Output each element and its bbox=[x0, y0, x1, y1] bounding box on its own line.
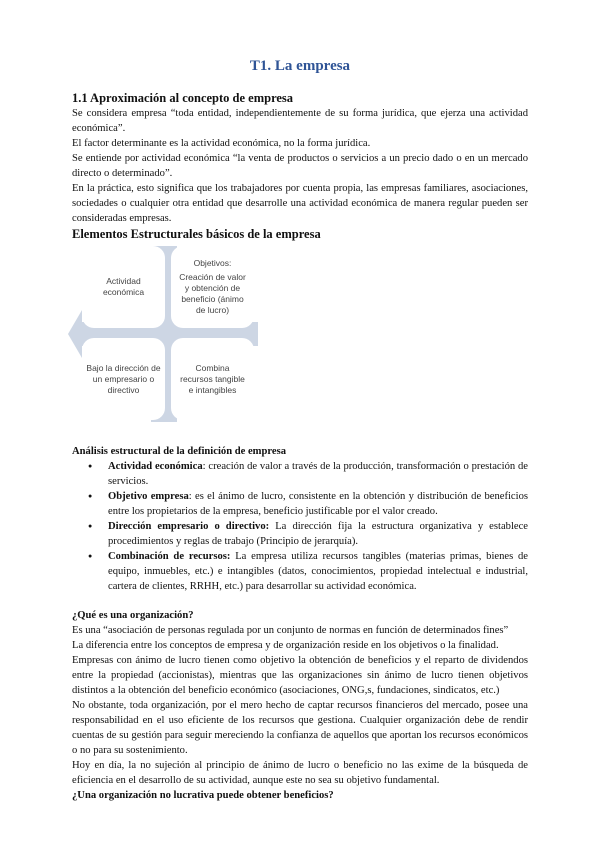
organization-heading: ¿Qué es una organización? bbox=[72, 610, 194, 621]
analysis-heading: Análisis estructural de la definición de empresa bbox=[72, 446, 287, 457]
section-heading: Elementos Estructurales básicos de la empresa bbox=[72, 227, 321, 241]
list-item-text: La dirección fija la estructura organizativa y establece procedimientos y reglas de trabajo (Principio de jerarquía). bbox=[108, 521, 529, 547]
paragraph: Hoy en día, la no sujeción al principio de ánimo de lucro o beneficio no las exime de la búsqueda de eficiencia en el desarrollo de su actividad, aunque este no sea su objetivo fundamental. bbox=[72, 760, 528, 786]
diagram-box-text: Combina recursos tangible e intangibles bbox=[180, 362, 245, 395]
paragraph: Se entiende por actividad económica “la venta de productos o servicios a un precio dado o en un mercado directo o determinado”. bbox=[72, 153, 528, 179]
paragraph: En la práctica, esto significa que los trabajadores por cuenta propia, las empresas familiares, asociaciones, sociedades o cualquier otra entidad que desarrolle una actividad económica de manera regular pueden ser consideradas empresas. bbox=[72, 183, 528, 224]
diagram-box-direction bbox=[82, 338, 165, 420]
paragraph: Empresas con ánimo de lucro tienen como objetivo la obtención de beneficios y el reparto de dividendos entre la propiedad (accionistas), mientras que las organizaciones sin ánimo de lucro tienen objetivos distintos a la obtención del beneficio económico (asociaciones, ONG,s, fundaciones, sindicatos, etc.) bbox=[72, 655, 528, 696]
section-heading: 1.1 Aproximación al concepto de empresa bbox=[72, 91, 294, 105]
question-heading: ¿Una organización no lucrativa puede obtener beneficios? bbox=[72, 790, 334, 801]
diagram-box-label: Objetivos: bbox=[193, 258, 232, 268]
paragraph: No obstante, toda organización, por el mero hecho de captar recursos financieros del mercado, posee una responsabilidad en el uso eficiente de los recursos que gestiona. Cualquier organización debe de rendir cuentas de su gestión para seguir mereciendo la confianza de aquellos que aportan los recursos económicos o no para su sostenimiento. bbox=[72, 700, 528, 756]
diagram-box-text: Creación de valor y obtención de beneficio (ánimo de lucro) bbox=[179, 272, 246, 315]
paragraph: Es una “asociación de personas regulada por un conjunto de normas en función de determinados fines” bbox=[72, 625, 509, 636]
list-item-text: : creación de valor a través de la producción, transformación o prestación de servicios. bbox=[108, 461, 528, 487]
analysis-list bbox=[72, 459, 528, 594]
list-item-term: Combinación de recursos: bbox=[108, 551, 231, 562]
document-title: T1. La empresa bbox=[249, 58, 351, 74]
diagram-box-text: Actividad económica bbox=[102, 276, 145, 297]
paragraph: La diferencia entre los conceptos de empresa y de organización reside en los objetivos o la finalidad. bbox=[72, 640, 499, 651]
list-item-term: Actividad económica bbox=[108, 461, 203, 472]
diagram-box-objectives bbox=[171, 246, 254, 328]
list-item bbox=[108, 519, 528, 549]
list-item bbox=[108, 489, 528, 519]
list-item-text: : es el ánimo de lucro, consistente en la obtención y distribución de beneficios entre los propietarios de la empresa, beneficio justificable por el valor creado. bbox=[108, 491, 528, 517]
list-item bbox=[108, 459, 528, 489]
structural-elements-diagram bbox=[68, 246, 258, 422]
list-item-term: Dirección empresario o directivo: bbox=[108, 521, 270, 532]
diagram-arrow bbox=[68, 310, 82, 358]
list-item-term: Objetivo empresa bbox=[108, 491, 189, 502]
diagram-box-activity bbox=[82, 246, 165, 328]
document-page bbox=[72, 56, 528, 803]
paragraph: El factor determinante es la actividad económica, no la forma jurídica. bbox=[72, 138, 371, 149]
diagram-box-resources bbox=[171, 338, 254, 420]
list-item bbox=[108, 549, 528, 594]
list-item-text: La empresa utiliza recursos tangibles (materias primas, bienes de equipo, inmuebles, etc.) e intangibles (datos, conocimientos, propiedad intelectual e industrial, cartera de clientes, RRHH, etc.) para desarrollar su actividad económica. bbox=[108, 551, 529, 592]
diagram-box-text: Bajo la dirección de un empresario o directivo bbox=[86, 362, 161, 395]
paragraph: Se considera empresa “toda entidad, independientemente de su forma jurídica, que ejerza una actividad económica”. bbox=[72, 108, 528, 134]
